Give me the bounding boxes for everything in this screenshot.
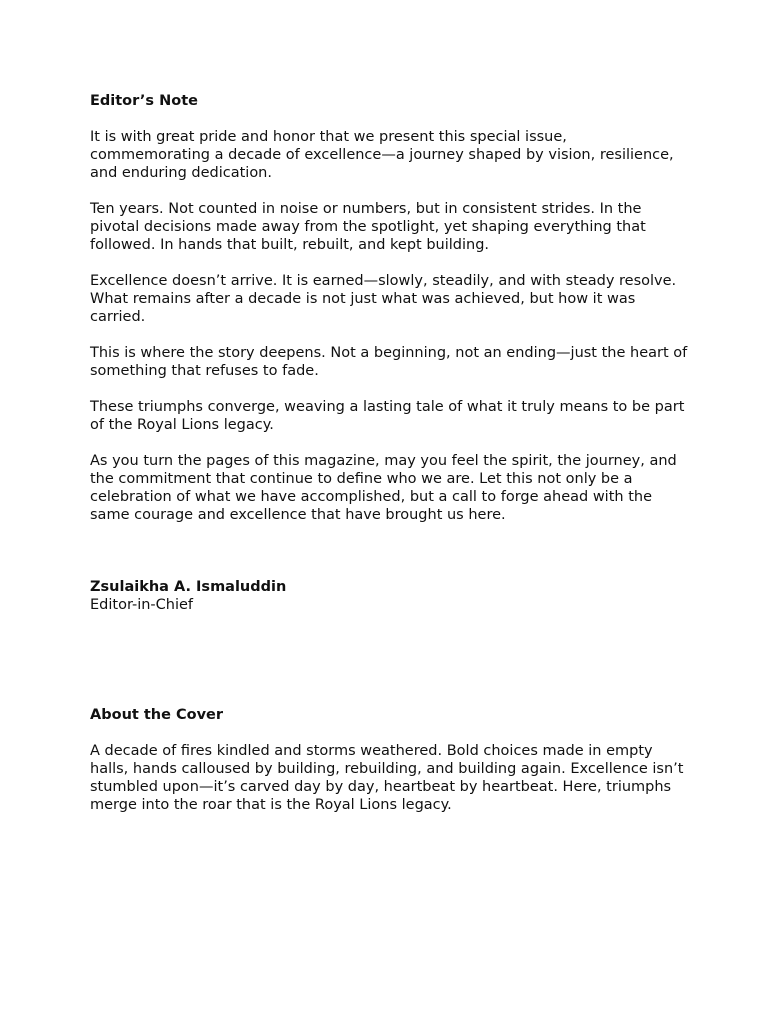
- about-cover-heading: About the Cover: [90, 707, 224, 723]
- signature-block: [90, 578, 690, 614]
- editors-note-paragraph-6: As you turn the pages of this magazine, may you feel the spirit, the journey, and the commitment that continue to define who we are. Let this not only be a celebration of what we have accomplished, but a call to forge ahead with the same courage and excellence that have brought us here.: [90, 453, 677, 523]
- editors-note-section: [90, 91, 690, 614]
- editors-note-heading: Editor’s Note: [90, 93, 198, 109]
- document-page: [90, 91, 690, 832]
- about-cover-paragraph: A decade of fires kindled and storms weathered. Bold choices made in empty halls, hands calloused by building, rebuilding, and building again. Excellence isn’t stumbled upon—it’s carved day by day, heartbeat by heartbeat. Here, triumphs merge into the roar that is the Royal Lions legacy.: [90, 743, 684, 813]
- about-cover-section: [90, 705, 690, 814]
- signature-name: Zsulaikha A. Ismaluddin: [90, 579, 287, 595]
- editors-note-paragraph-5: These triumphs converge, weaving a lasting tale of what it truly means to be part of the Royal Lions legacy.: [90, 399, 685, 433]
- signature-title: Editor-in-Chief: [90, 597, 194, 613]
- editors-note-paragraph-1: It is with great pride and honor that we present this special issue, commemorating a decade of excellence—a journey shaped by vision, resilience, and enduring dedication.: [90, 129, 674, 181]
- editors-note-paragraph-4: This is where the story deepens. Not a beginning, not an ending—just the heart of something that refuses to fade.: [90, 345, 688, 379]
- editors-note-paragraph-2: Ten years. Not counted in noise or numbers, but in consistent strides. In the pivotal decisions made away from the spotlight, yet shaping everything that followed. In hands that built, rebuilt, and kept building.: [90, 201, 646, 253]
- editors-note-paragraph-3: Excellence doesn’t arrive. It is earned—slowly, steadily, and with steady resolve. What remains after a decade is not just what was achieved, but how it was carried.: [90, 273, 677, 325]
